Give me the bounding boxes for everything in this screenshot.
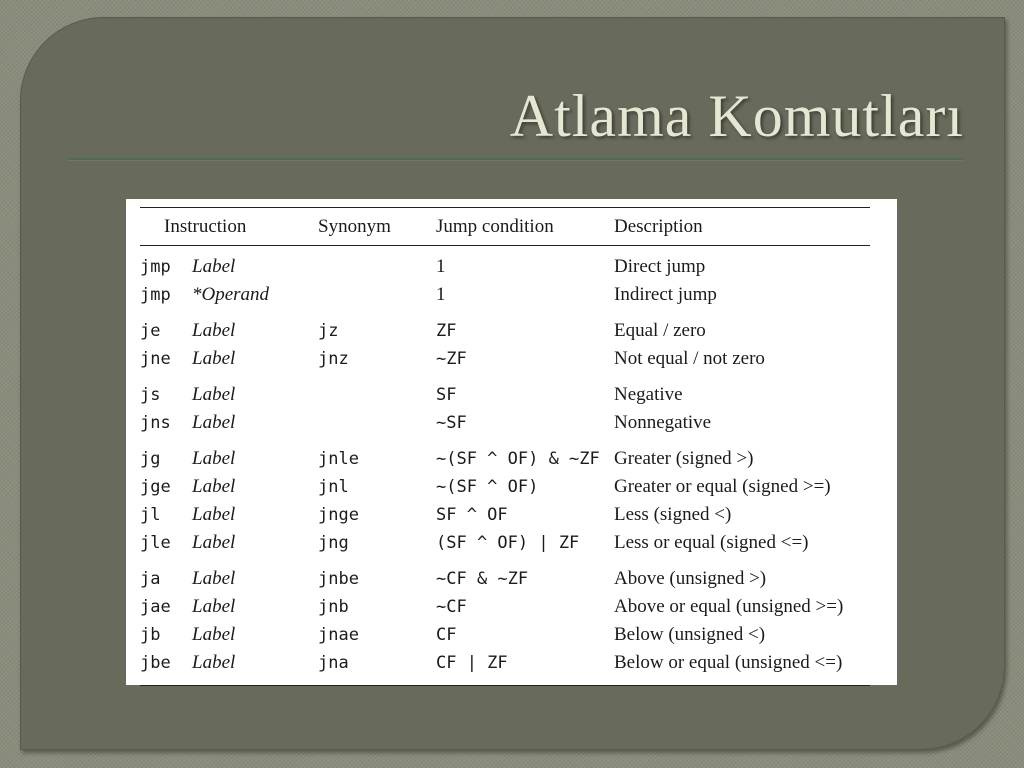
instruction-operand: Label xyxy=(192,476,236,497)
condition-cell: CF | ZF xyxy=(436,653,508,673)
condition-cell: ~(SF ^ OF) & ~ZF xyxy=(436,449,600,469)
instruction-opcode: jne xyxy=(140,349,171,369)
instruction-opcode: jle xyxy=(140,533,171,553)
description-cell: Greater (signed >) xyxy=(614,448,754,469)
description-cell: Indirect jump xyxy=(614,284,717,305)
synonym-cell: jnle xyxy=(318,449,359,469)
instruction-operand: Label xyxy=(192,568,236,589)
instruction-opcode: ja xyxy=(140,569,161,589)
condition-cell: ZF xyxy=(436,321,457,341)
description-cell: Direct jump xyxy=(614,256,706,277)
header-row xyxy=(140,208,870,246)
synonym-cell xyxy=(318,409,436,437)
instruction-operand: Label xyxy=(192,412,236,433)
table-image xyxy=(126,199,897,685)
synonym-cell: jnae xyxy=(318,625,359,645)
synonym-cell: jnbe xyxy=(318,569,359,589)
table-row xyxy=(140,621,870,649)
synonym-cell: jz xyxy=(318,321,339,341)
instruction-opcode: jb xyxy=(140,625,161,645)
condition-cell: SF xyxy=(436,385,457,405)
description-cell: Negative xyxy=(614,384,683,405)
description-cell: Nonnegative xyxy=(614,412,712,433)
condition-cell: ~CF & ~ZF xyxy=(436,569,529,589)
condition-cell: SF ^ OF xyxy=(436,505,508,525)
instruction-operand: Label xyxy=(192,652,236,673)
condition-cell: CF xyxy=(436,625,457,645)
header-jump-condition: Jump condition xyxy=(436,216,554,237)
instruction-opcode: jbe xyxy=(140,653,171,673)
instruction-operand: Label xyxy=(192,320,236,341)
header-synonym: Synonym xyxy=(318,216,391,237)
instruction-operand: Label xyxy=(192,596,236,617)
instruction-opcode: js xyxy=(140,385,161,405)
table-row xyxy=(140,246,870,282)
instruction-opcode: jae xyxy=(140,597,171,617)
table-body xyxy=(140,246,870,686)
table-row xyxy=(140,593,870,621)
instruction-operand: Label xyxy=(192,532,236,553)
instruction-operand: Label xyxy=(192,256,236,277)
instruction-opcode: jns xyxy=(140,413,171,433)
instruction-opcode: jg xyxy=(140,449,161,469)
instruction-operand: Label xyxy=(192,384,236,405)
jump-instructions-table xyxy=(140,207,870,686)
description-cell: Equal / zero xyxy=(614,320,706,341)
slide-title: Atlama Komutları xyxy=(509,83,964,149)
condition-cell: ~(SF ^ OF) xyxy=(436,477,539,497)
synonym-cell: jnz xyxy=(318,349,349,369)
header-instruction: Instruction xyxy=(164,216,247,237)
table-row xyxy=(140,529,870,557)
table-row xyxy=(140,373,870,409)
table-row xyxy=(140,281,870,309)
description-cell: Greater or equal (signed >=) xyxy=(614,476,831,497)
table-row xyxy=(140,309,870,345)
instruction-opcode: jmp xyxy=(140,285,171,305)
condition-cell: ~ZF xyxy=(436,349,467,369)
description-cell: Less or equal (signed <=) xyxy=(614,532,809,553)
instruction-operand: Label xyxy=(192,348,236,369)
synonym-cell: jnl xyxy=(318,477,349,497)
table-row xyxy=(140,345,870,373)
table-row xyxy=(140,501,870,529)
description-cell: Above (unsigned >) xyxy=(614,568,767,589)
table-row xyxy=(140,649,870,686)
table-header xyxy=(140,208,870,246)
synonym-cell: jnb xyxy=(318,597,349,617)
synonym-cell xyxy=(318,281,436,309)
condition-cell: ~CF xyxy=(436,597,467,617)
table-row xyxy=(140,473,870,501)
description-cell: Below or equal (unsigned <=) xyxy=(614,652,843,673)
instruction-operand: Label xyxy=(192,448,236,469)
description-cell: Below (unsigned <) xyxy=(614,624,766,645)
instruction-opcode: je xyxy=(140,321,161,341)
description-cell: Not equal / not zero xyxy=(614,348,765,369)
title-divider xyxy=(68,158,963,160)
instruction-operand: Label xyxy=(192,504,236,525)
table-row xyxy=(140,557,870,593)
description-cell: Above or equal (unsigned >=) xyxy=(614,596,844,617)
synonym-cell: jnge xyxy=(318,505,359,525)
synonym-cell: jna xyxy=(318,653,349,673)
header-description: Description xyxy=(614,216,703,237)
synonym-cell xyxy=(318,373,436,409)
instruction-opcode: jl xyxy=(140,505,161,525)
condition-cell: 1 xyxy=(436,256,446,277)
description-cell: Less (signed <) xyxy=(614,504,732,525)
condition-cell: ~SF xyxy=(436,413,467,433)
table-row xyxy=(140,437,870,473)
instruction-opcode: jge xyxy=(140,477,171,497)
synonym-cell: jng xyxy=(318,533,349,553)
table-row xyxy=(140,409,870,437)
instruction-operand: *Operand xyxy=(192,284,270,305)
condition-cell: 1 xyxy=(436,284,446,305)
condition-cell: (SF ^ OF) | ZF xyxy=(436,533,580,553)
synonym-cell xyxy=(318,246,436,282)
instruction-opcode: jmp xyxy=(140,257,171,277)
instruction-operand: Label xyxy=(192,624,236,645)
